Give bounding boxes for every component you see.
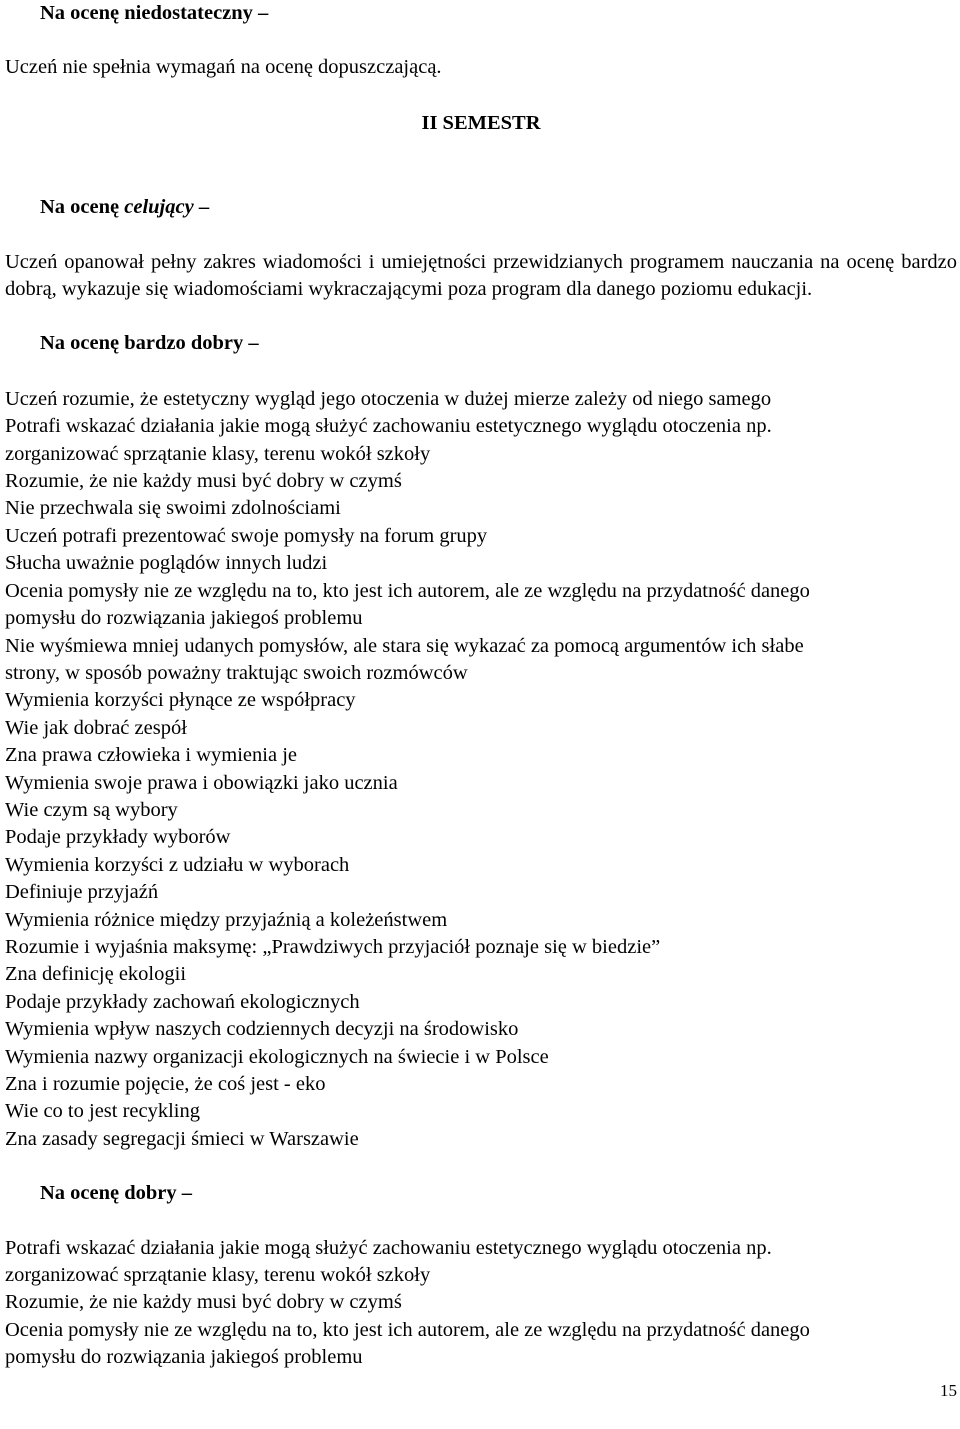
dobry-line: Potrafi wskazać działania jakie mogą służyć zachowaniu estetycznego wyglądu otoczenia np.	[5, 1236, 772, 1259]
bardzo-dobry-line: Rozumie i wyjaśnia maksymę: „Prawdziwych przyjaciół poznaje się w biedzie”	[5, 935, 661, 958]
bardzo-dobry-line: Potrafi wskazać działania jakie mogą służyć zachowaniu estetycznego wyglądu otoczenia np.	[5, 415, 772, 438]
heading-celujacy-suffix: –	[193, 196, 210, 219]
bardzo-dobry-line: Rozumie, że nie każdy musi być dobry w czymś	[5, 470, 402, 493]
document-page	[5, 0, 957, 1372]
bardzo-dobry-list	[5, 386, 957, 1153]
bardzo-dobry-line: Podaje przykłady wyborów	[5, 826, 231, 849]
dobry-line: Rozumie, że nie każdy musi być dobry w czymś	[5, 1291, 402, 1314]
bardzo-dobry-line: Uczeń potrafi prezentować swoje pomysły na forum grupy	[5, 524, 488, 547]
bardzo-dobry-line: zorganizować sprzątanie klasy, terenu wokół szkoły	[5, 442, 431, 465]
heading-niedostateczny: Na ocenę niedostateczny –	[40, 2, 269, 24]
dobry-line: zorganizować sprzątanie klasy, terenu wokół szkoły	[5, 1264, 431, 1287]
bardzo-dobry-line: Zna i rozumie pojęcie, że coś jest - eko	[5, 1073, 326, 1095]
bardzo-dobry-line: Zna definicję ekologii	[5, 963, 187, 986]
bardzo-dobry-line: Wie jak dobrać zespół	[5, 716, 187, 739]
bardzo-dobry-line: Zna prawa człowieka i wymienia je	[5, 744, 297, 767]
bardzo-dobry-line: Wymienia swoje prawa i obowiązki jako ucznia	[5, 771, 398, 794]
dobry-list	[5, 1235, 957, 1372]
bardzo-dobry-line: Zna zasady segregacji śmieci w Warszawie	[5, 1127, 359, 1150]
bardzo-dobry-line: Wymienia korzyści z udziału w wyborach	[5, 853, 350, 876]
bardzo-dobry-line: strony, w sposób poważny traktując swoich rozmówców	[5, 661, 468, 684]
page-number: 15	[940, 1381, 957, 1400]
bardzo-dobry-line: Ocenia pomysły nie ze względu na to, kto jest ich autorem, ale ze względu na przydatność danego	[5, 579, 810, 602]
bardzo-dobry-line: Podaje przykłady zachowań ekologicznych	[5, 990, 360, 1013]
bardzo-dobry-line: Nie przechwala się swoimi zdolnościami	[5, 497, 341, 520]
bardzo-dobry-line: Wymienia nazwy organizacji ekologicznych na świecie i w Polsce	[5, 1045, 549, 1068]
celujacy-paragraph: Uczeń opanował pełny zakres wiadomości i umiejętności przewidzianych programem nauczania na ocenę bardzo dobrą, wykazuje się wiadomościami wykraczającymi poza program dla danego poziomu edukacji.	[5, 250, 957, 301]
bardzo-dobry-line: Wie czym są wybory	[5, 798, 178, 821]
dobry-line: pomysłu do rozwiązania jakiegoś problemu	[5, 1346, 363, 1369]
bardzo-dobry-line: Słucha uważnie poglądów innych ludzi	[5, 552, 328, 575]
bardzo-dobry-line: Uczeń rozumie, że estetyczny wygląd jego otoczenia w dużej mierze zależy od niego samego	[5, 387, 772, 410]
niedostateczny-text: Uczeń nie spełnia wymagań na ocenę dopuszczającą.	[5, 56, 442, 79]
bardzo-dobry-line: Wymienia różnice między przyjaźnią a koleżeństwem	[5, 908, 448, 931]
bardzo-dobry-line: Wymienia wpływ naszych codziennych decyzji na środowisko	[5, 1018, 519, 1041]
bardzo-dobry-line: pomysłu do rozwiązania jakiegoś problemu	[5, 607, 363, 630]
dobry-line: Ocenia pomysły nie ze względu na to, kto jest ich autorem, ale ze względu na przydatność danego	[5, 1318, 810, 1341]
heading-dobry: Na ocenę dobry –	[40, 1182, 193, 1205]
heading-bardzo-dobry: Na ocenę bardzo dobry –	[40, 332, 259, 355]
bardzo-dobry-line: Definiuje przyjaźń	[5, 881, 159, 904]
bardzo-dobry-line: Nie wyśmiewa mniej udanych pomysłów, ale stara się wykazać za pomocą argumentów ich słabe	[5, 634, 804, 657]
heading-celujacy	[40, 194, 957, 221]
semester-title: II SEMESTR	[421, 111, 541, 134]
heading-celujacy-emph: celujący	[124, 196, 194, 219]
heading-celujacy-prefix: Na ocenę	[40, 196, 125, 219]
bardzo-dobry-line: Wie co to jest recykling	[5, 1100, 201, 1123]
bardzo-dobry-line: Wymienia korzyści płynące ze współpracy	[5, 689, 356, 712]
